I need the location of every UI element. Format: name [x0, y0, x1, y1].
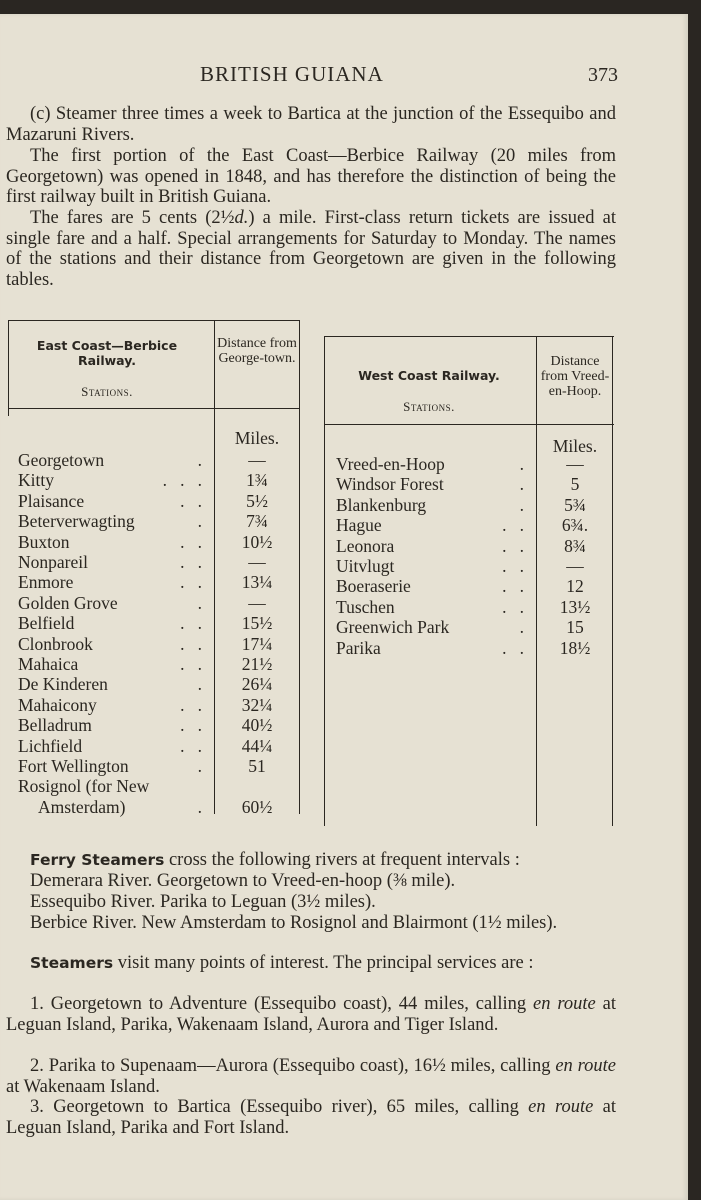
- station-name: Vreed-en-Hoop: [336, 454, 445, 474]
- leader-dots: . .: [502, 576, 524, 597]
- station-distance: 6¾.: [561, 515, 589, 536]
- station-distance: 60½: [241, 796, 273, 817]
- station-name: Amsterdam): [38, 796, 126, 817]
- station-name: Greenwich Park: [336, 617, 450, 638]
- leader-dots: . .: [180, 654, 202, 674]
- ferry-item: Essequibo River. Parika to Leguan (3½ miles).: [30, 892, 376, 912]
- station-name: Plaisance: [18, 490, 85, 511]
- leader-dots: .: [519, 474, 524, 495]
- east-units-label: Miles.: [234, 428, 280, 448]
- station-name: Golden Grove: [18, 592, 118, 613]
- east-table-heading: East Coast—Berbice Railway. Stations.: [36, 338, 178, 399]
- station-distance: 21½: [241, 654, 273, 674]
- station-distance: —: [566, 454, 584, 474]
- running-title: BRITISH GUIANA: [200, 62, 384, 86]
- ferry-steamers-paragraph: Ferry Steamers cross the following rivers at frequent intervals :: [30, 850, 520, 870]
- table-row: [0, 674, 688, 694]
- table-row: [0, 474, 688, 494]
- leader-dots: .: [197, 796, 202, 817]
- leader-dots: . .: [502, 596, 524, 617]
- station-name: Parika: [336, 637, 381, 658]
- table-row: [0, 495, 688, 515]
- station-name: Georgetown: [18, 450, 105, 470]
- station-distance: 7¾: [246, 511, 268, 532]
- station-distance: 5¾: [564, 494, 586, 515]
- station-name: Clonbrook: [18, 633, 93, 654]
- leader-dots: .: [197, 674, 202, 695]
- ferry-item: Demerara River. Georgetown to Vreed-en-hoop (⅜ mile).: [30, 871, 456, 891]
- table-row: [0, 736, 688, 756]
- leader-dots: . .: [502, 515, 524, 536]
- station-distance: 5½: [246, 490, 268, 511]
- paragraph-steamer-bartica: (c) Steamer three times a week to Bartica at the junction of the Essequibo and Mazaruni Rivers.: [6, 104, 616, 145]
- steamer-service-item: 1. Georgetown to Adventure (Essequibo coast), 44 miles, calling en route at Leguan Island, Parika, Wakenaam Island, Aurora and Tiger Island.: [6, 994, 616, 1035]
- leader-dots: .: [197, 511, 202, 532]
- leader-dots: .: [197, 756, 202, 776]
- steamer-service-item: 3. Georgetown to Bartica (Essequibo river), 65 miles, calling en route at Leguan Island, Parika and Fort Island.: [6, 1097, 616, 1138]
- station-name: Beterverwagting: [18, 511, 135, 532]
- page-header: [0, 62, 688, 92]
- station-distance: 44¼: [241, 735, 273, 756]
- station-distance: 51: [248, 756, 266, 776]
- station-name: Enmore: [18, 572, 74, 593]
- west-units-label: Miles.: [552, 436, 598, 456]
- station-distance: 18½: [559, 637, 591, 658]
- station-name: Fort Wellington: [18, 756, 129, 776]
- west-table-heading: West Coast Railway. Stations.: [358, 368, 500, 414]
- steamers-paragraph: Steamers visit many points of interest. The principal services are :: [30, 953, 534, 973]
- station-distance: —: [248, 450, 266, 470]
- station-name: Lichfield: [18, 735, 83, 756]
- leader-dots: . .: [180, 490, 202, 511]
- station-name: Mahaica: [18, 654, 79, 674]
- ferry-heading: Ferry Steamers: [30, 851, 165, 869]
- leader-dots: .: [519, 494, 524, 515]
- leader-dots: . .: [180, 633, 202, 654]
- leader-dots: . .: [180, 572, 202, 593]
- station-distance: 13½: [559, 596, 591, 617]
- east-distance-header: Distance from George-town.: [217, 336, 297, 366]
- station-distance: —: [248, 552, 266, 572]
- leader-dots: . .: [180, 694, 202, 715]
- station-distance: 8¾: [564, 535, 586, 556]
- page-number: 373: [588, 64, 618, 86]
- station-name: Hague: [336, 515, 382, 536]
- leader-dots: . .: [180, 613, 202, 634]
- table-row: [0, 695, 688, 715]
- station-distance: 15: [566, 617, 584, 638]
- table-row: [0, 536, 688, 556]
- table-row: [0, 617, 688, 637]
- leader-dots: .: [197, 450, 202, 470]
- table-row: [0, 515, 688, 535]
- station-distance: 40½: [241, 715, 273, 736]
- station-distance: 13¼: [241, 572, 273, 593]
- station-distance: 12: [566, 576, 584, 597]
- table-row: [0, 776, 688, 796]
- leader-dots: . .: [180, 715, 202, 736]
- steamers-heading: Steamers: [30, 954, 114, 972]
- leader-dots: .: [519, 454, 524, 474]
- leader-dots: . .: [180, 531, 202, 552]
- table-row: [0, 756, 688, 776]
- table-row: [0, 576, 688, 596]
- steamer-service-item: 2. Parika to Supenaam—Aurora (Essequibo coast), 16½ miles, calling en route at Wakenaam Island.: [6, 1056, 616, 1097]
- station-name: Belfield: [18, 613, 75, 634]
- leader-dots: . .: [502, 637, 524, 658]
- table-row: [0, 638, 688, 658]
- station-distance: 5: [570, 474, 580, 495]
- table-row: [0, 797, 688, 817]
- station-name: Blankenburg: [336, 494, 427, 515]
- station-distance: —: [248, 592, 266, 613]
- station-name: Uitvlugt: [336, 556, 395, 576]
- ferry-item: Berbice River. New Amsterdam to Rosignol and Blairmont (1½ miles).: [30, 913, 558, 933]
- station-name: Leonora: [336, 535, 395, 556]
- station-name: Nonpareil: [18, 552, 88, 572]
- leader-dots: . . .: [162, 470, 202, 491]
- station-name: Rosignol (for New: [18, 776, 150, 797]
- station-name: Kitty: [18, 470, 54, 491]
- table-row: [0, 715, 688, 735]
- west-distance-header: Distance from Vreed-en-Hoop.: [540, 354, 610, 399]
- leader-dots: .: [197, 592, 202, 613]
- leader-dots: . .: [502, 556, 524, 576]
- paragraph-fares: The fares are 5 cents (2½d.) a mile. First-class return tickets are issued at single fare and a half. Special arrangements for Saturday to Monday. The names of the stations and their distance from Georgetown are given in the following tables.: [6, 208, 616, 290]
- table-row: [0, 454, 688, 474]
- station-name: Boeraserie: [336, 576, 411, 597]
- leader-dots: . .: [180, 735, 202, 756]
- station-name: De Kinderen: [18, 674, 108, 695]
- book-page: [0, 14, 688, 1200]
- station-distance: —: [566, 556, 584, 576]
- leader-dots: . .: [180, 552, 202, 572]
- station-distance: 10½: [241, 531, 273, 552]
- station-distance: 26¼: [241, 674, 273, 695]
- station-distance: 32¼: [241, 694, 273, 715]
- station-name: Tuschen: [336, 596, 395, 617]
- table-row: [0, 556, 688, 576]
- station-distance: 15½: [241, 613, 273, 634]
- station-name: Belladrum: [18, 715, 92, 736]
- station-distance: 17¼: [241, 633, 273, 654]
- station-distance: 1¾: [246, 470, 268, 491]
- table-row: [0, 597, 688, 617]
- station-name: Buxton: [18, 531, 70, 552]
- leader-dots: . .: [502, 535, 524, 556]
- leader-dots: .: [519, 617, 524, 638]
- paragraph-railway-history: The first portion of the East Coast—Berbice Railway (20 miles from Georgetown) was opened in 1848, and has therefore the distinction of being the first railway built in British Guiana.: [6, 146, 616, 208]
- station-name: Windsor Forest: [336, 474, 444, 495]
- station-name: Mahaicony: [18, 694, 97, 715]
